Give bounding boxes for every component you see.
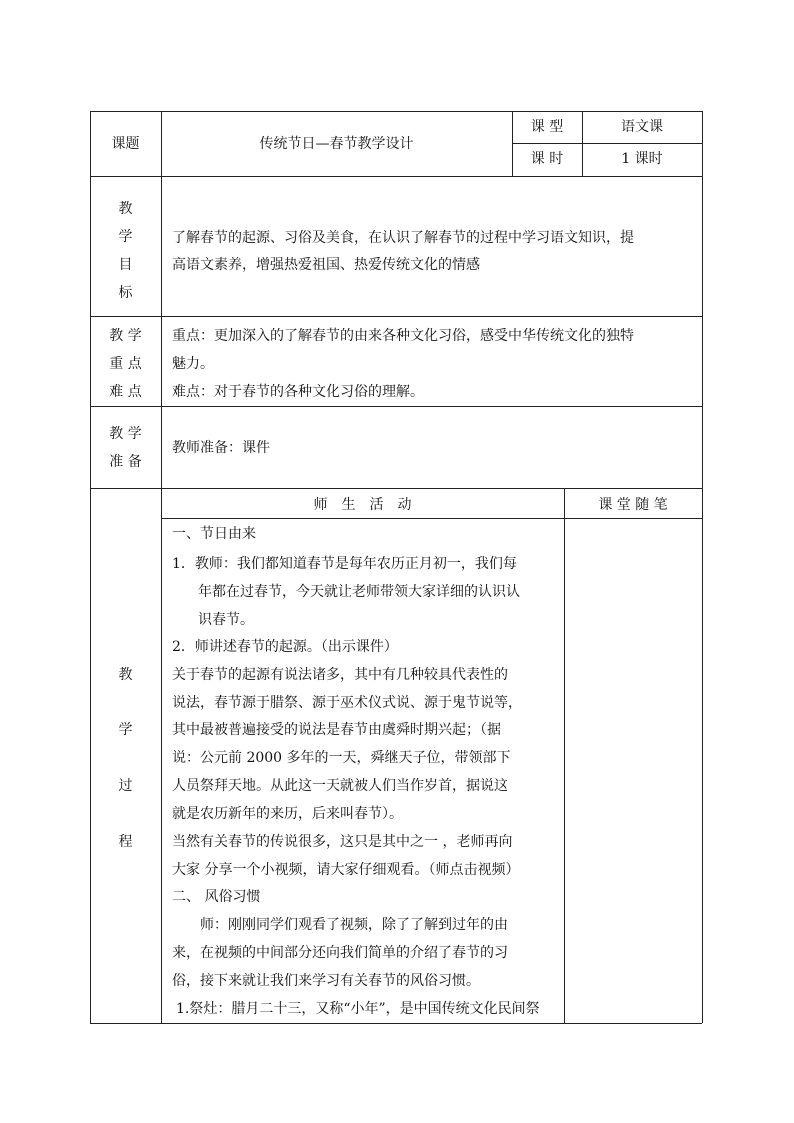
goals-label-char: 教 [118,201,133,217]
topic-label: 课题 [111,136,140,152]
lesson-type-label: 课 型 [530,119,564,135]
preparation-label-line: 准 备 [109,454,142,470]
divider [90,176,702,177]
divider [90,488,702,489]
activity-line: 俗，接下来就让我们来学习有关春节的风俗习惯。 [172,973,480,989]
key-point-text: 魅力。 [172,356,214,372]
activity-line: 识春节。 [198,612,254,628]
divider [512,143,702,144]
goals-label-char: 标 [118,285,133,301]
activity-line: 1.祭灶：腊月二十三，又称“小年”，是中国传统文化民间祭 [176,1001,540,1017]
section-heading: 二、 风俗习惯 [172,889,261,905]
activity-line: 其中最被普遍接受的说法是春节由虞舜时期兴起；（据 [172,722,501,738]
process-label-char: 教 [118,667,133,683]
process-label-char: 程 [118,834,133,850]
notes-column-header: 课 堂 随 笔 [598,497,668,513]
divider [90,316,702,317]
activity-line: 说：公元前 2000 多年的一天，舜继天子位，带领部下 [172,750,511,766]
activity-line: 师：刚刚同学们观看了视频，除了了解到过年的由 [200,917,508,933]
table-border-top [90,111,702,112]
table-border-bottom [90,1023,702,1024]
key-points-label-line: 教 学 [109,328,142,344]
divider [564,488,565,1023]
divider [161,518,702,519]
activity-line: 大家 分享一个小视频，请大家仔细观看。（师点击视频） [172,862,520,878]
divider [90,406,702,407]
class-hours-value: 1 课时 [621,151,663,167]
activity-line: 年都在过春节，今天就让老师带领大家详细的认识认 [198,584,520,600]
goals-text-line: 了解春节的起源、习俗及美食，在认识了解春节的过程中学习语文知识，提 [172,230,634,246]
activity-line: 说法，春节源于腊祭、源于巫术仪式说、源于鬼节说等， [172,695,522,711]
activity-line: 关于春节的起源有说法诸多，其中有几种较具代表性的 [172,667,508,683]
process-label-char: 学 [118,722,133,738]
activity-line: 当然有关春节的传说很多，这只是其中之一 ，老师再向 [172,834,513,850]
activity-line: 就是农历新年的来历，后来叫春节）。 [172,806,403,822]
preparation-label-line: 教 学 [109,426,142,442]
key-points-label-line: 重 点 [109,356,142,372]
lesson-type-value: 语文课 [621,119,663,135]
activity-line: 人员祭拜天地。从此这一天就被人们当作岁首，据说这 [172,778,508,794]
table-border-left [90,111,91,1023]
goals-label-char: 学 [118,229,133,245]
table-border-right [702,111,703,1023]
activity-column-header: 师 生 活 动 [313,497,412,513]
process-label-char: 过 [118,778,133,794]
class-hours-label: 课 时 [530,151,564,167]
divider [161,111,162,1023]
activity-line: 1．教师：我们都知道春节是每年农历正月初一，我们每 [172,556,517,572]
goals-text-line: 高语文素养，增强热爱祖国、热爱传统文化的情感 [172,257,480,273]
key-points-label-line: 难 点 [109,384,142,400]
section-heading: 一、节日由来 [172,526,256,542]
goals-label-char: 目 [118,257,133,273]
difficult-point-text: 难点：对于春节的各种文化习俗的理解。 [172,384,424,400]
activity-line: 来，在视频的中间部分还向我们简单的介绍了春节的习 [172,945,508,961]
key-point-text: 重点：更加深入的了解春节的由来各种文化习俗，感受中华传统文化的独特 [172,328,634,344]
activity-line: 2．师讲述春节的起源。（出示课件） [172,639,398,655]
preparation-text: 教师准备：课件 [172,440,270,456]
topic-title: 传统节日—春节教学设计 [259,136,414,152]
